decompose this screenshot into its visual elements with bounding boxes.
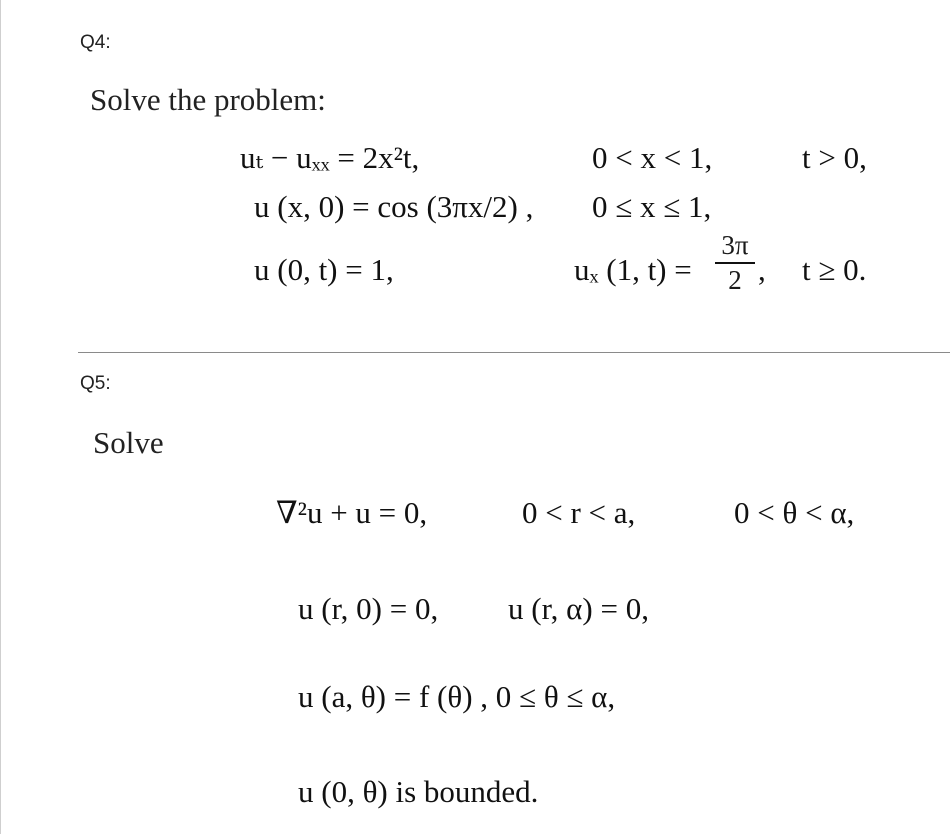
q5-angular-domain: 0 < θ < α, bbox=[734, 495, 855, 530]
q4-initial-domain: 0 ≤ x ≤ 1, bbox=[592, 189, 712, 224]
q5-boundary-radius-a: u (a, θ) = f (θ) , 0 ≤ θ ≤ α, bbox=[298, 679, 616, 714]
q5-prompt: Solve bbox=[93, 425, 164, 460]
fraction-numerator: 3π bbox=[721, 230, 749, 260]
q4-left-boundary-condition: u (0, t) = 1, bbox=[254, 252, 394, 287]
q4-boundary-time-domain: t ≥ 0. bbox=[802, 252, 867, 287]
q5-boundedness-condition: u (0, θ) is bounded. bbox=[298, 774, 539, 809]
q4-label: Q4: bbox=[80, 32, 111, 53]
q4-pde-time-domain: t > 0, bbox=[802, 140, 867, 175]
q4-right-boundary-condition: uₓ (1, t) = bbox=[574, 252, 692, 287]
q4-boundary-fraction bbox=[715, 232, 755, 294]
fraction-denominator: 2 bbox=[728, 264, 742, 295]
q4-pde-equation: uₜ − uₓₓ = 2x²t, bbox=[240, 140, 420, 175]
q5-helmholtz-equation: ∇²u + u = 0, bbox=[276, 495, 428, 530]
q4-initial-condition: u (x, 0) = cos (3πx/2) , bbox=[254, 189, 534, 224]
q4-prompt: Solve the problem: bbox=[90, 82, 326, 117]
q5-boundary-theta-zero: u (r, 0) = 0, bbox=[298, 591, 439, 626]
q5-radial-domain: 0 < r < a, bbox=[522, 495, 636, 530]
q5-boundary-theta-alpha: u (r, α) = 0, bbox=[508, 591, 649, 626]
q4-fraction-comma: , bbox=[758, 252, 766, 287]
q4-pde-domain: 0 < x < 1, bbox=[592, 140, 713, 175]
page-left-edge bbox=[0, 0, 1, 834]
q5-label: Q5: bbox=[80, 373, 111, 394]
section-divider bbox=[78, 352, 950, 353]
